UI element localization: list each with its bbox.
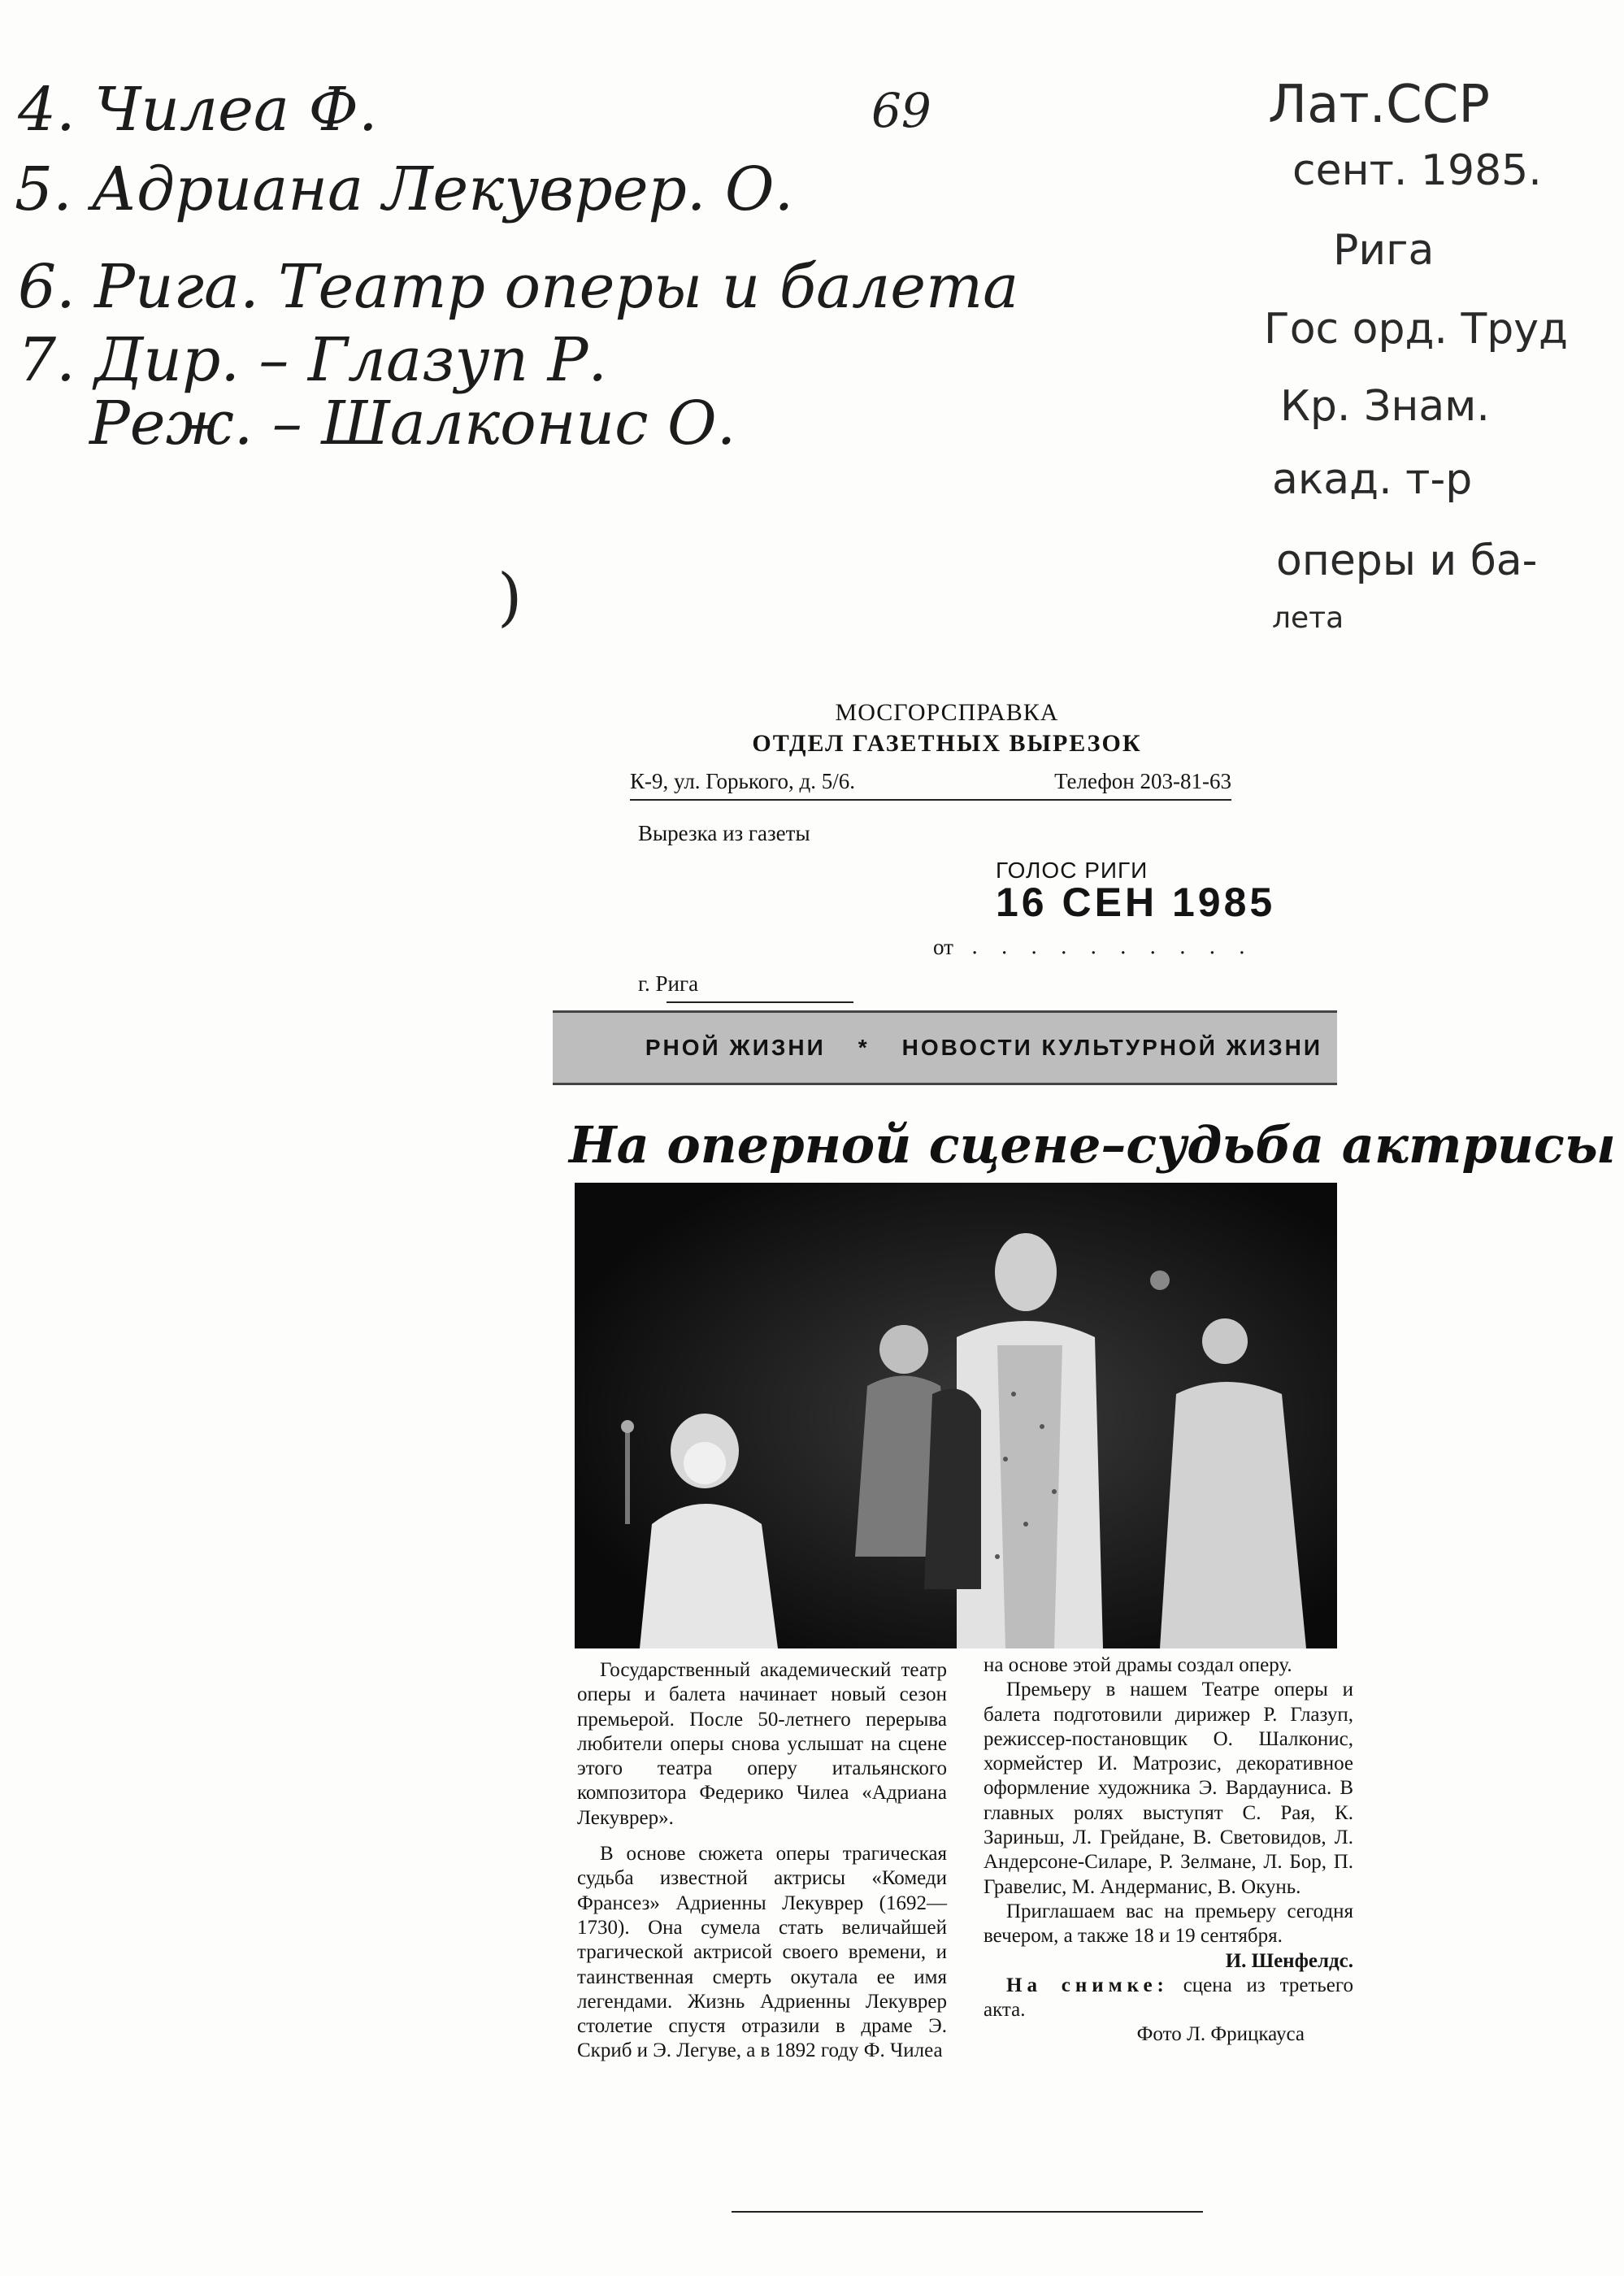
handwritten-right-line-6: акад. т-р (1272, 455, 1473, 504)
banner-right-text: НОВОСТИ КУЛЬТУРНОЙ ЖИЗНИ (901, 1035, 1322, 1060)
stamp-address-line (630, 769, 1231, 801)
article-column-2 (984, 1653, 1353, 2048)
handwritten-right-line-3: Рига (1333, 226, 1435, 275)
date-stamp-date: 16 СЕН 1985 (996, 880, 1276, 925)
stamp-dept: ОТДЕЛ ГАЗЕТНЫХ ВЫРЕЗОК (752, 730, 1142, 757)
date-stamp (996, 858, 1275, 926)
stamp-org: МОСГОРСПРАВКА (835, 699, 1059, 726)
photo-caption-text: сцена из третьего акта. (984, 1974, 1353, 2022)
city-underline (667, 1001, 853, 1003)
stamp-address: К-9, ул. Горького, д. 5/6. (630, 769, 855, 793)
handwritten-parenthesis: ) (497, 561, 523, 634)
handwritten-right-line-5: Кр. Знам. (1280, 382, 1490, 431)
photo-credit: Фото Л. Фрицкауса (1136, 2023, 1305, 2046)
handwritten-note-line-4: 4. Чилеа Ф. (18, 75, 378, 145)
from-dotted-line: . . . . . . . . . . (971, 935, 1254, 959)
handwritten-note-line-6: 6. Рига. Театр оперы и балета (18, 252, 1019, 322)
stamp-city: г. Рига (638, 971, 699, 996)
stamp-cut-from: Вырезка из газеты (638, 821, 810, 845)
column-1-paragraph-2: В основе сюжета оперы трагическая судьба известной актрисы «Комеди Франсез» Адриенны Лекуврер (1692—1730). Она сумела стать величайшей трагической актрисой своего времени, и таинственная смерть окутала ее имя легендами. Жизнь Адриенны Лекуврер столетие спустя отразили в драме Э. Скриб и Э. Легуве, а в 1892 году Ф. Чилеа (577, 1843, 947, 2062)
article-column-1 (577, 1658, 947, 2064)
handwritten-note-line-7: 7. Дир. – Глазуп Р. (18, 325, 607, 395)
stage-photo (575, 1183, 1337, 1648)
stamp-phone: Телефон 203-81-63 (1054, 769, 1231, 793)
handwritten-right-line-1: Лат.ССР (1268, 75, 1490, 135)
column-2-paragraph-2: Премьеру в нашем Театре оперы и балета подготовили дирижер Р. Глазуп, режиссер-постановщик О. Шалконис, хормейстер И. Матрозис, декоративное оформление художника Э. Вардауниса. В главных ролях выступят С. Рая, К. Зариньш, Л. Грейдане, В. Световидов, Л. Андерсоне-Силаре, Р. Зелмане, Л. Бор, П. Гравелис, М. Андерманис, В. Окунь. (984, 1679, 1353, 1898)
handwritten-right-line-2: сент. 1985. (1292, 146, 1542, 195)
stamp-from-label: от (933, 935, 953, 959)
article-author: И. Шенфелдс. (1225, 1949, 1353, 1972)
banner-star: * (858, 1035, 870, 1060)
stage-photo-illustration (575, 1183, 1337, 1648)
article-headline: На оперной сцене–судьба актрисы (569, 1115, 1616, 1175)
photo-caption-label: На снимке: (1006, 1974, 1169, 1996)
paragraph-divider (577, 1831, 947, 1842)
date-stamp-source: ГОЛОС РИГИ (996, 858, 1149, 883)
banner-left-text: РНОЙ ЖИЗНИ (645, 1035, 826, 1060)
photo-caption (984, 1974, 1353, 2023)
column-2-paragraph-1: на основе этой драмы создал оперу. (984, 1654, 1292, 1676)
handwritten-note-line-5: 5. Адриана Лекуврер. О. (15, 154, 794, 224)
column-1-paragraph-1: Государственный академический театр оперы и балета начинает новый сезон премьерой. После 50-летнего перерыва любители оперы снова услышат на сцене этого театра оперу итальянского композитора Федерико Чилеа «Адриана Лекуврер». (577, 1659, 947, 1829)
page-number: 69 (871, 83, 931, 138)
column-2-paragraph-3: Приглашаем вас на премьеру сегодня вечером, а также 18 и 19 сентября. (984, 1900, 1353, 1948)
article-bottom-rule (732, 2211, 1203, 2213)
handwritten-right-line-4: Гос орд. Труд (1264, 305, 1568, 354)
handwritten-right-line-8: лета (1272, 602, 1344, 635)
clipping-service-stamp (630, 699, 1264, 793)
handwritten-right-line-7: оперы и ба- (1276, 536, 1538, 585)
section-banner (553, 1010, 1337, 1085)
handwritten-note-line-8: Реж. – Шалконис О. (89, 389, 736, 458)
